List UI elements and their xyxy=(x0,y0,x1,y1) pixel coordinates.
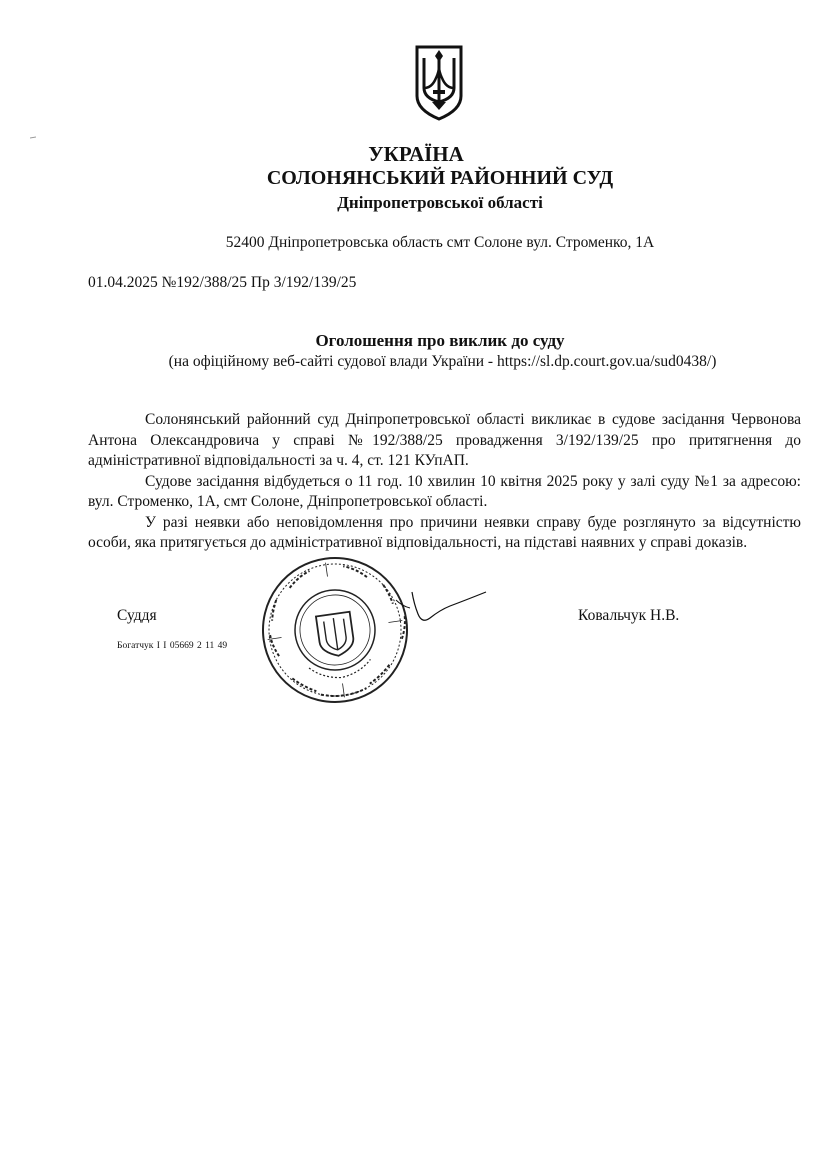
notice-subtitle: (на офіційному веб-сайті судової влади України - https://sl.dp.court.gov.ua/sud0438/) xyxy=(168,353,717,370)
court-seal-stamp-icon xyxy=(256,552,414,708)
country-title: УКРАЇНА xyxy=(368,142,464,166)
court-address: 52400 Дніпропетровська область смт Солоне вул. Строменко, 1А xyxy=(225,234,655,251)
document-reference: 01.04.2025 №192/388/25 Пр 3/192/139/25 xyxy=(88,274,357,291)
court-region: Дніпропетровської області xyxy=(337,193,543,212)
judge-label: Суддя xyxy=(117,607,157,624)
body-paragraph: Солонянський районний суд Дніпропетровської області викликає в судове засідання Червонова Антона Олександровича у справі №192/388/25 провадження 3/192/139/25 про притягнення до адміністративної відповідальності за ч. 4, ст. 121 КУпАП. xyxy=(88,411,801,469)
notice-body xyxy=(88,410,801,554)
scan-speck xyxy=(30,136,36,139)
ukraine-trident-emblem-icon xyxy=(414,44,464,122)
clerk-info: Богатчук І І 05669 2 11 49 xyxy=(117,641,228,651)
judge-name: Ковальчук Н.В. xyxy=(578,607,680,624)
body-paragraph: Судове засідання відбудеться о 11 год. 10 хвилин 10 квітня 2025 року у залі суду №1 за адресою: вул. Строменко, 1А, смт Солоне, Дніпропетровської області. xyxy=(88,472,801,510)
handwritten-signature-icon xyxy=(392,586,488,630)
body-paragraph: У разі неявки або неповідомлення про причини неявки справу буде розглянуто за відсутністю особи, яка притягується до адміністративної відповідальності, на підставі наявних у справі доказів. xyxy=(88,513,801,551)
court-name: СОЛОНЯНСЬКИЙ РАЙОННИЙ СУД xyxy=(266,167,614,189)
notice-title: Оголошення про виклик до суду xyxy=(315,331,565,350)
